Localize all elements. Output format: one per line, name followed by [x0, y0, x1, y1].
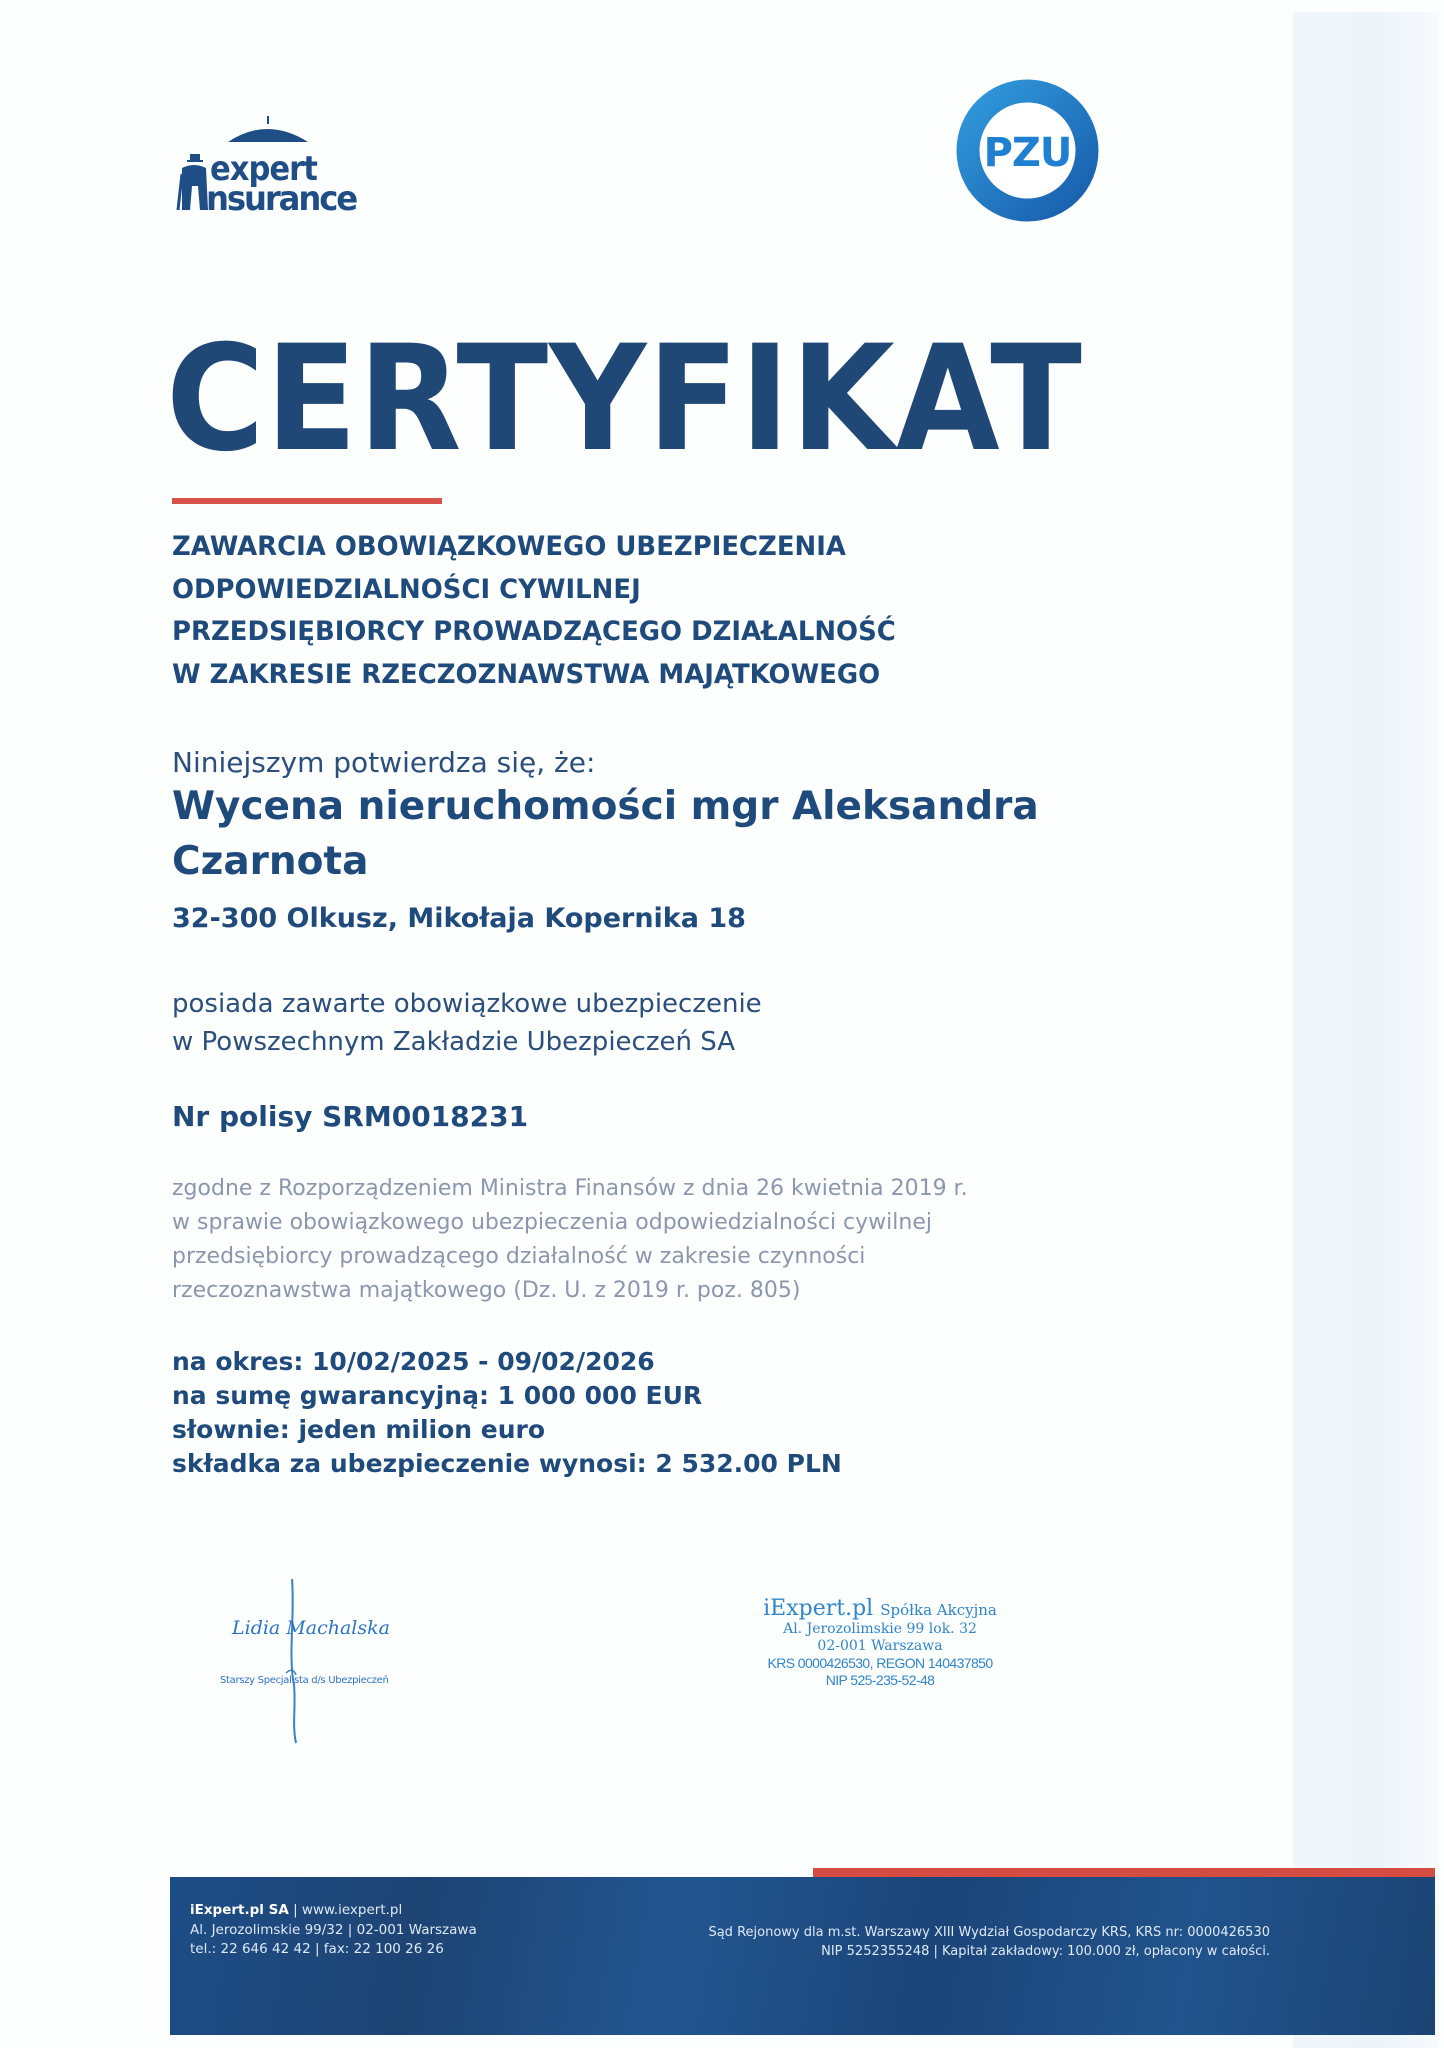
- footer-phone-fax: tel.: 22 646 42 42 | fax: 22 100 26 26: [190, 1941, 444, 1957]
- footer-company: iExpert.pl SA: [190, 1902, 289, 1918]
- stamp-company: iExpert.pl Spółka Akcyjna: [763, 1596, 997, 1621]
- svg-text:PZU: PZU: [983, 130, 1072, 176]
- confirmation-intro: Niniejszym potwierdza się, że:: [172, 746, 596, 779]
- insurer-statement: [172, 985, 762, 1061]
- insurer-line: posiada zawarte obowiązkowe ubezpieczenie: [172, 989, 762, 1019]
- signatory-role: Starszy Specjalista d/s Ubezpieczeń: [220, 1675, 389, 1686]
- svg-text:expert: expert: [210, 149, 317, 189]
- footer-registration: [708, 1923, 1270, 1961]
- pzu-logo: [955, 78, 1100, 223]
- certificate-subtitle: [172, 526, 896, 696]
- footer-address: Al. Jerozolimskie 99/32 | 02-001 Warszawa: [190, 1921, 477, 1938]
- insurer-line: w Powszechnym Zakładzie Ubezpieczeń SA: [172, 1027, 735, 1057]
- coverage-period: na okres: 10/02/2025 - 09/02/2026: [172, 1347, 655, 1376]
- policy-number: Nr polisy SRM0018231: [172, 1100, 529, 1133]
- stamp-nip: NIP 525-235-52-48: [825, 1672, 935, 1688]
- subtitle-line: W ZAKRESIE RZECZOZNAWSTWA MAJĄTKOWEGO: [172, 658, 881, 690]
- certificate-title: CERTYFIKAT: [166, 314, 1083, 484]
- stamp-address: Al. Jerozolimskie 99 lok. 32: [783, 1621, 977, 1637]
- legal-basis: [172, 1172, 968, 1308]
- subtitle-line: ZAWARCIA OBOWIĄZKOWEGO UBEZPIECZENIA: [172, 531, 846, 562]
- umbrella-man-icon: [172, 110, 372, 220]
- stamp-city: 02-001 Warszawa: [817, 1638, 943, 1654]
- decorative-side-strip: [1293, 12, 1439, 2048]
- footer-website-link[interactable]: | www.iexpert.pl: [293, 1902, 403, 1918]
- expert-insurance-logo: [172, 110, 372, 220]
- legal-line: zgodne z Rozporządzeniem Ministra Finansów z dnia 26 kwietnia 2019 r.: [172, 1176, 968, 1201]
- signature-block: [200, 1565, 430, 1745]
- footer: [170, 1877, 1435, 2035]
- svg-text:nsurance: nsurance: [206, 179, 358, 219]
- premium-amount: składka za ubezpieczenie wynosi: 2 532.00 PLN: [172, 1449, 842, 1478]
- footer-contact: [190, 1901, 477, 1960]
- subtitle-line: PRZEDSIĘBIORCY PROWADZĄCEGO DZIAŁALNOŚĆ: [172, 616, 896, 647]
- signature-stroke-icon: [200, 1565, 430, 1745]
- title-underline: [172, 498, 442, 504]
- subtitle-line: ODPOWIEDZIALNOŚCI CYWILNEJ: [172, 573, 641, 605]
- company-stamp: [730, 1596, 1030, 1689]
- policy-terms: [172, 1345, 842, 1481]
- legal-line: rzeczoznawstwa majątkowego (Dz. U. z 2019 r. poz. 805): [172, 1278, 801, 1303]
- sum-in-words: słownie: jeden milion euro: [172, 1415, 546, 1444]
- legal-line: przedsiębiorcy prowadzącego działalność w zakresie czynności: [172, 1244, 866, 1269]
- footer-registry: NIP 5252355248 | Kapitał zakładowy: 100.000 zł, opłacony w całości.: [821, 1944, 1270, 1959]
- stamp-krs-regon: KRS 0000426530, REGON 140437850: [767, 1655, 993, 1671]
- policy-holder-name: Wycena nieruchomości mgr Aleksandra Czarnota: [172, 784, 1039, 884]
- guarantee-sum: na sumę gwarancyjną: 1 000 000 EUR: [172, 1381, 703, 1410]
- signatory-name: Lidia Machalska: [232, 1617, 390, 1639]
- policy-holder-address: 32-300 Olkusz, Mikołaja Kopernika 18: [172, 903, 746, 934]
- footer-court: Sąd Rejonowy dla m.st. Warszawy XIII Wydział Gospodarczy KRS, KRS nr: 0000426530: [708, 1925, 1270, 1940]
- legal-line: w sprawie obowiązkowego ubezpieczenia odpowiedzialności cywilnej: [172, 1210, 932, 1235]
